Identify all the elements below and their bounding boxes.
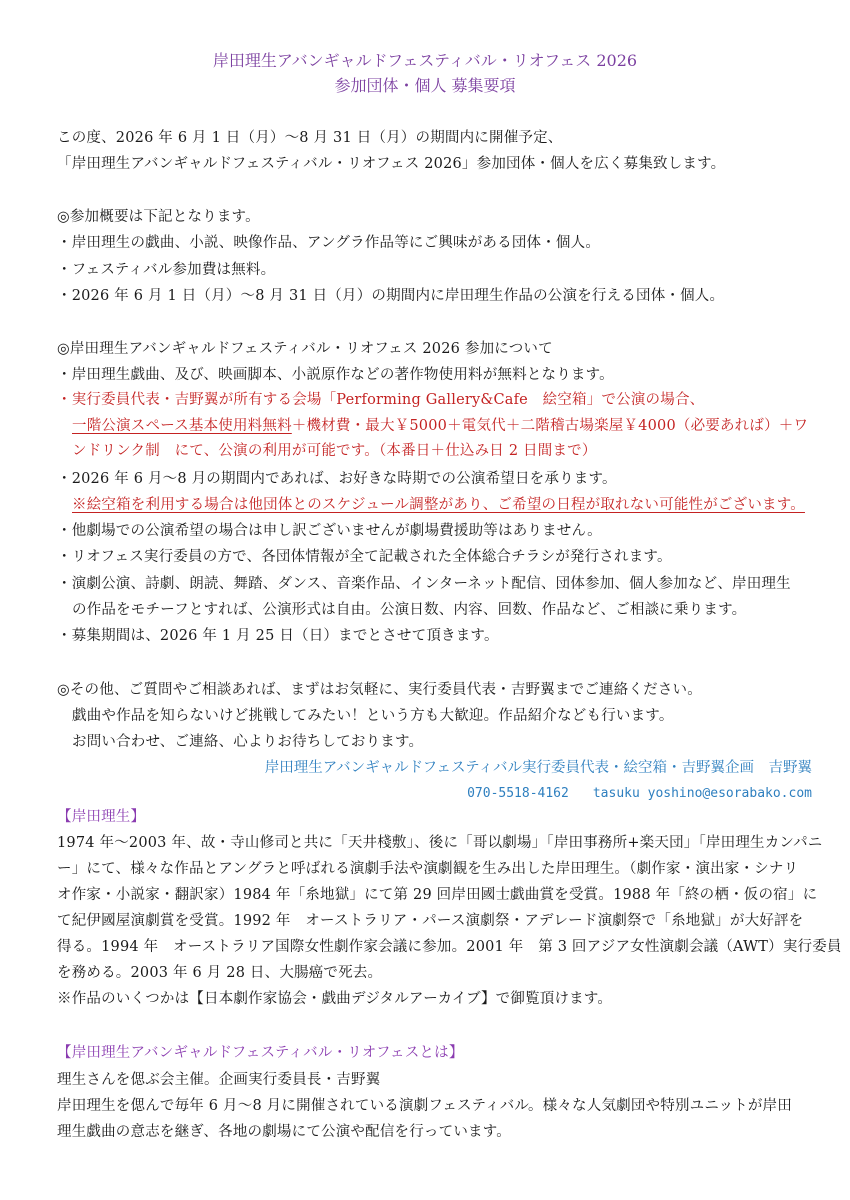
- title-line-1: 岸田理生アバンギャルドフェスティバル・リオフェス 2026: [212, 51, 638, 70]
- overview-item: ・岸田理生の戯曲、小説、映像作品、アングラ作品等にご興味がある団体・個人。: [57, 235, 601, 251]
- about-line: 理生さんを偲ぶ会主催。企画実行委員長・吉野翼: [57, 1072, 381, 1088]
- title-line-2: 参加団体・個人 募集要項: [334, 76, 516, 95]
- contact-info: [467, 784, 812, 804]
- about-line: 理生戯曲の意志を継ぎ、各地の劇場にて公演や配信を行っています。: [57, 1124, 511, 1140]
- contact-signature: 岸田理生アバンギャルドフェスティバル実行委員代表・絵空箱・吉野翼企画 吉野翼: [264, 760, 812, 776]
- overview-item: ・フェスティバル参加費は無料。: [57, 262, 276, 278]
- phone-number[interactable]: 070-5518-4162: [467, 786, 569, 801]
- participation-heading: ◎岸田理生アバンギャルドフェスティバル・リオフェス 2026 参加について: [57, 341, 553, 357]
- participation-item-continued: の作品をモチーフとすれば、公演形式は自由。公演日数、内容、回数、作品など、ご相談に乗ります。: [72, 602, 747, 618]
- bio-line: て紀伊國屋演劇賞を受賞。1992 年 オーストラリア・パース演劇祭・アデレード演劇祭で「糸地獄」が大好評を: [57, 913, 804, 929]
- participation-item: ・リオフェス実行委員の方で、各団体情報が全て記載された全体総合チラシが発行されます。: [57, 549, 672, 565]
- bio-line: 得る。1994 年 オーストラリア国際女性劇作家会議に参加。2001 年 第 3 回アジア女性演劇会議（AWT）実行委員: [57, 939, 842, 955]
- participation-item: ・岸田理生戯曲、及び、映画脚本、小説原作などの著作物使用料が無料となります。: [57, 367, 614, 383]
- participation-item: ・募集期間は、2026 年 1 月 25 日（日）までとさせて頂きます。: [57, 628, 499, 644]
- venue-offer-line-3: ンドリンク制 にて、公演の利用が可能です。（本番日＋仕込み日 2 日間まで）: [72, 443, 597, 459]
- about-line: 岸田理生を偲んで毎年 6 月～8 月に開催されている演劇フェスティバル。様々な人気劇団や特別ユニットが岸田: [57, 1098, 792, 1114]
- bio-archive-note: ※作品のいくつかは【日本劇作家協会・戯曲デジタルアーカイブ】で御覧頂けます。: [57, 991, 613, 1007]
- intro-line-2: 「岸田理生アバンギャルドフェスティバル・リオフェス 2026」参加団体・個人を広く募集致します。: [57, 156, 726, 172]
- participation-item: ・演劇公演、詩劇、朗読、舞踏、ダンス、音楽作品、インターネット配信、団体参加、個人参加など、岸田理生: [57, 576, 791, 592]
- bio-line: ー」にて、様々な作品とアングラと呼ばれる演劇手法や演劇観を生み出した岸田理生。（劇作家・演出家・シナリ: [57, 861, 799, 877]
- intro-line-1: この度、2026 年 6 月 1 日（月）～8 月 31 日（月）の期間内に開催予定、: [57, 130, 563, 146]
- venue-fees: ＋機材費・最大￥5000＋電気代＋二階稽古場楽屋￥4000（必要あれば）＋ワ: [291, 418, 809, 434]
- bio-line: 1974 年～2003 年、故・寺山修司と共に「天井棧敷」、後に「哥以劇場」「岸田事務所+楽天団」「岸田理生カンパニ: [57, 835, 823, 851]
- bio-heading: 【岸田理生】: [57, 809, 146, 825]
- venue-offer-line-1: ・実行委員代表・吉野翼が所有する会場「Performing Gallery&Cafe 絵空箱」で公演の場合、: [57, 392, 705, 408]
- free-usage-underline: 一階公演スペース基本使用料無料: [72, 418, 292, 434]
- schedule-warning-note: ※絵空箱を利用する場合は他団体とのスケジュール調整があり、ご希望の日程が取れない可能性がございます。: [72, 497, 805, 513]
- email-address[interactable]: tasuku yoshino@esorabako.com: [592, 786, 812, 801]
- contact-line-1: ◎その他、ご質問やご相談あれば、まずはお気軽に、実行委員代表・吉野翼までご連絡ください。: [57, 682, 702, 698]
- venue-offer-line-2: [72, 416, 808, 436]
- document-title: [0, 48, 850, 98]
- bio-line: オ作家・小説家・翻訳家）1984 年「糸地獄」にて第 29 回岸田國士戯曲賞を受賞。1988 年「終の栖・仮の宿」に: [57, 887, 818, 903]
- contact-line-3: お問い合わせ、ご連絡、心よりお待ちしております。: [72, 734, 424, 750]
- overview-heading: ◎参加概要は下記となります。: [57, 209, 260, 225]
- bio-line: を務める。2003 年 6 月 28 日、大腸癌で死去。: [57, 965, 383, 981]
- participation-item: ・他劇場での公演希望の場合は申し訳ございませんが劇場費援助等はありません。: [57, 523, 602, 539]
- overview-item: ・2026 年 6 月 1 日（月）～8 月 31 日（月）の期間内に岸田理生作品の公演を行える団体・個人。: [57, 288, 725, 304]
- about-heading: 【岸田理生アバンギャルドフェスティバル・リオフェスとは】: [57, 1045, 464, 1061]
- participation-item: ・2026 年 6 月～8 月の期間内であれば、お好きな時期での公演希望日を承ります。: [57, 471, 617, 487]
- contact-line-2: 戯曲や作品を知らないけど挑戦してみたい！という方も大歓迎。作品紹介なども行います。: [72, 708, 674, 724]
